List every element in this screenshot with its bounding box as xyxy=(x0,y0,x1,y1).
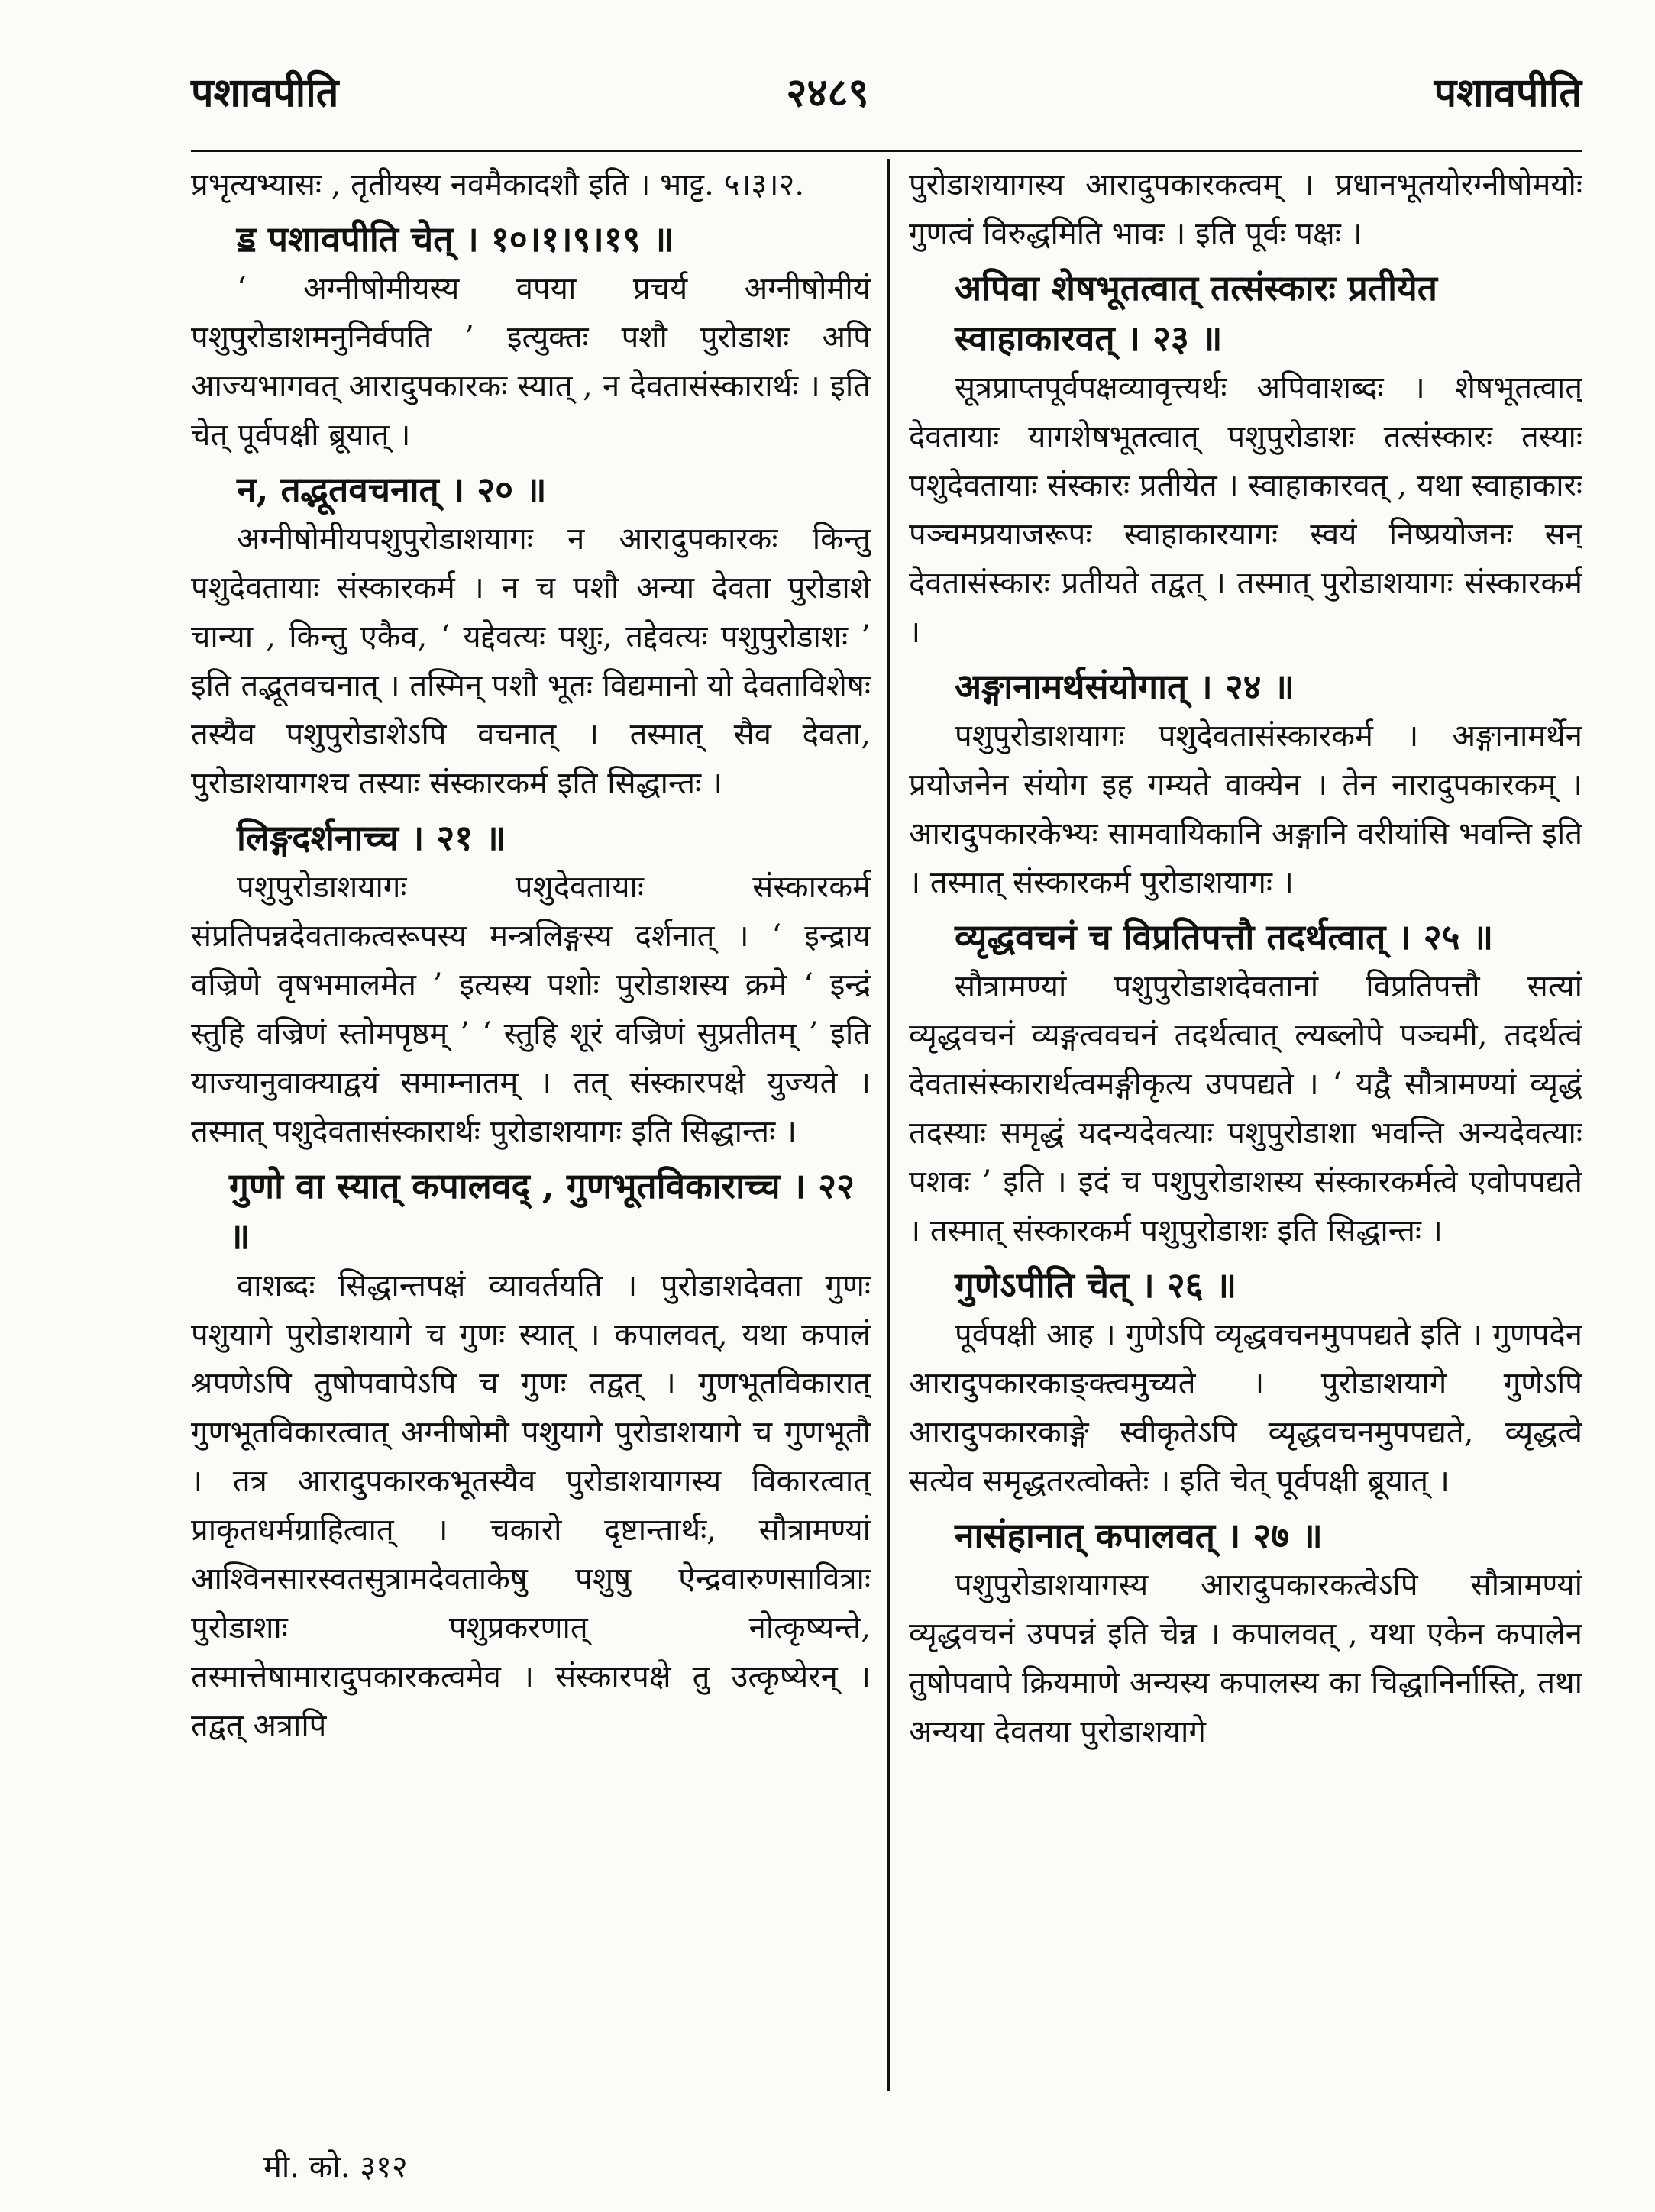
sutra-heading: गुणेऽपीति चेत् । २६ ॥ xyxy=(955,1264,1237,1306)
sutra-heading: व्यृद्धवचनं च विप्रतिपत्तौ तदर्थत्वात् । २५ ॥ xyxy=(955,916,1494,957)
running-header-left: पशावपीति xyxy=(191,69,339,116)
printer-signature: मी. को. ३१२ xyxy=(263,2149,408,2185)
paragraph: प्रभृत्यभ्यासः , तृतीयस्य नवमैकादशौ इति । भाट्ट. ५।३।२. xyxy=(191,167,805,202)
paragraph: अग्नीषोमीयपशुपुरोडाशयागः न आरादुपकारकः किन्तु पशुदेवतायाः संस्कारकर्म । न च पशौ अन्या देवता पुरोडाशे चान्या , किन्तु एकैव, ‘ यद्देवत्यः पशुः, तद्देवत्यः पशुपुरोडाशः ’ इति तद्भूतवचनात् । तस्मिन् पशौ भूतः विद्यमानो यो देवताविशेषः तस्यैव पशुपुरोडाशेऽपि वचनात् । तस्मात् सैव देवता, पुरोडाशयागश्च तस्याः संस्कारकर्म इति सिद्धान्तः । xyxy=(191,522,871,801)
sutra-heading: न, तद्भूतवचनात् । २० ॥ xyxy=(237,469,547,510)
paragraph: ‘ अग्नीषोमीयस्य वपया प्रचर्य अग्नीषोमीयं पशुपुरोडाशमनुनिर्वपति ’ इत्युक्तः पशौ पुरोडाशः अपि आज्यभागवत् आरादुपकारकः स्यात् , न देवतासंस्कारार्थः । इति चेत् पूर्वपक्षी ब्रूयात् । xyxy=(191,271,871,453)
paragraph: वाशब्दः सिद्धान्तपक्षं व्यावर्तयति । पुरोडाशदेवता गुणः पशुयागे पुरोडाशयागे च गुणः स्यात् । कपालवत्, यथा कपालं श्रपणेऽपि तुषोपवापेऽपि च गुणः तद्वत् । गुणभूतविकारात् गुणभूतविकारत्वात् अग्नीषोमौ पशुयागे पुरोडाशयागे च गुणभूतौ । तत्र आरादुपकारकभूतस्यैव पुरोडाशयागस्य विकारत्वात् प्राकृतधर्मग्राहित्वात् । चकारो दृष्टान्तार्थः, सौत्रामण्यां आश्विनसारस्वतसुत्रामदेवताकेषु पशुषु ऐन्द्रवारुणसावित्राः पुरोडाशाः पशुप्रकरणात् नोत्कृष्यन्ते, तस्मात्तेषामारादुपकारकत्वमेव । संस्कारपक्षे तु उत्कृष्येरन् । तद्वत् अत्रापि xyxy=(191,1268,871,1743)
page-number: २४८९ xyxy=(786,69,869,116)
paragraph: पशुपुरोडाशयागस्य आरादुपकारकत्वेऽपि सौत्रामण्यां व्यृद्धवचनं उपपन्नं इति चेन्न । कपालवत् , यथा एकेन कपालेन तुषोपवापे क्रियमाणे अन्यस्य कपालस्य का चिद्धानिर्नास्ति, तथा अन्यया देवतया पुरोडाशयागे xyxy=(909,1568,1582,1749)
paragraph: पशुपुरोडाशयागः पशुदेवतासंस्कारकर्म । अङ्गानामर्थेन प्रयोजनेन संयोग इह गम्यते वाक्येन । तेन नारादुपकारकम् । आरादुपकारकेभ्यः सामवायिकानि अङ्गानि वरीयांसि भवन्ति इति । तस्मात् संस्कारकर्म पुरोडाशयागः । xyxy=(909,718,1582,900)
sutra-heading: ॾ पशावपीति चेत् । १०।१।९।१९ ॥ xyxy=(237,218,674,260)
paragraph: पशुपुरोडाशयागः पशुदेवतायाः संस्कारकर्म संप्रतिपन्नदेवताकत्वरूपस्य मन्त्रलिङ्गस्य दर्शनात् । ‘ इन्द्राय वज्रिणे वृषभमालमेत ’ इत्यस्य पशोः पुरोडाशस्य क्रमे ‘ इन्द्रं स्तुहि वज्रिणं स्तोमपृष्ठम् ’ ‘ स्तुहि शूरं वज्रिणं सुप्रतीतम् ’ इति याज्यानुवाक्याद्वयं समाम्नातम् । तत् संस्कारपक्षे युज्यते । तस्मात् पशुदेवतासंस्कारार्थः पुरोडाशयागः इति सिद्धान्तः । xyxy=(191,870,871,1149)
sutra-heading: लिङ्गदर्शनाच्च । २१ ॥ xyxy=(237,817,506,858)
header-rule xyxy=(191,150,1582,152)
right-column xyxy=(909,160,1582,2084)
sutra-heading: नासंहानात् कपालवत् । २७ ॥ xyxy=(955,1515,1323,1556)
paragraph: सूत्रप्राप्तपूर्वपक्षव्यावृत्त्यर्थः अपिवाशब्दः । शेषभूतत्वात् देवतायाः यागशेषभूतत्वात् पशुपुरोडाशः तत्संस्कारः तस्याः पशुदेवतायाः संस्कारः प्रतीयेत । स्वाहाकारवत् , यथा स्वाहाकारः पञ्चमप्रयाजरूपः स्वाहाकारयागः स्वयं निष्प्रयोजनः सन् देवतासंस्कारः प्रतीयते तद्वत् । तस्मात् पुरोडाशयागः संस्कारकर्म । xyxy=(909,370,1582,650)
running-header-right: पशावपीति xyxy=(1434,69,1582,116)
paragraph: पुरोडाशयागस्य आरादुपकारकत्वम् । प्रधानभूतयोरग्नीषोमयोः गुणत्वं विरुद्धमिति भावः । इति पूर्वः पक्षः । xyxy=(909,167,1582,251)
sutra-heading: अङ्गानामर्थसंयोगात् । २४ ॥ xyxy=(955,666,1295,707)
paragraph: पूर्वपक्षी आह । गुणेऽपि व्यृद्धवचनमुपपद्यते इति । गुणपदेन आरादुपकारकाङ्क्त्वमुच्यते । पुरोडाशयागे गुणेऽपि आरादुपकारकाङ्गे स्वीकृतेऽपि व्यृद्धवचनमुपपद्यते, व्यृद्धत्वे सत्येव समृद्धतरत्वोक्तेः । इति चेत् पूर्वपक्षी ब्रूयात् । xyxy=(909,1317,1582,1499)
paragraph: सौत्रामण्यां पशुपुरोडाशदेवतानां विप्रतिपत्तौ सत्यां व्यृद्धवचनं व्यङ्गत्ववचनं तदर्थत्वात् ल्यब्लोपे पञ्चमी, तदर्थत्वं देवतासंस्कारार्थत्वमङ्गीकृत्य उपपद्यते । ‘ यद्वै सौत्रामण्यां व्यृद्धं तदस्याः समृद्धं यदन्यदेवत्याः पशुपुरोडाशा भवन्ति अन्यदेवत्याः पशवः ’ इति । इदं च पशुपुरोडाशस्य संस्कारकर्मत्वे एवोपपद्यते । तस्मात् संस्कारकर्म पशुपुरोडाशः इति सिद्धान्तः । xyxy=(909,969,1582,1248)
sutra-heading: गुणो वा स्यात् कपालवद् , गुणभूतविकाराच्च । २२ ॥ xyxy=(229,1165,855,1257)
left-column xyxy=(191,160,871,2084)
column-divider xyxy=(887,159,890,2091)
sutra-heading: अपिवा शेषभूतत्वात् तत्संस्कारः प्रतीयेत स्वाहाकारवत् । २३ ॥ xyxy=(955,267,1437,359)
